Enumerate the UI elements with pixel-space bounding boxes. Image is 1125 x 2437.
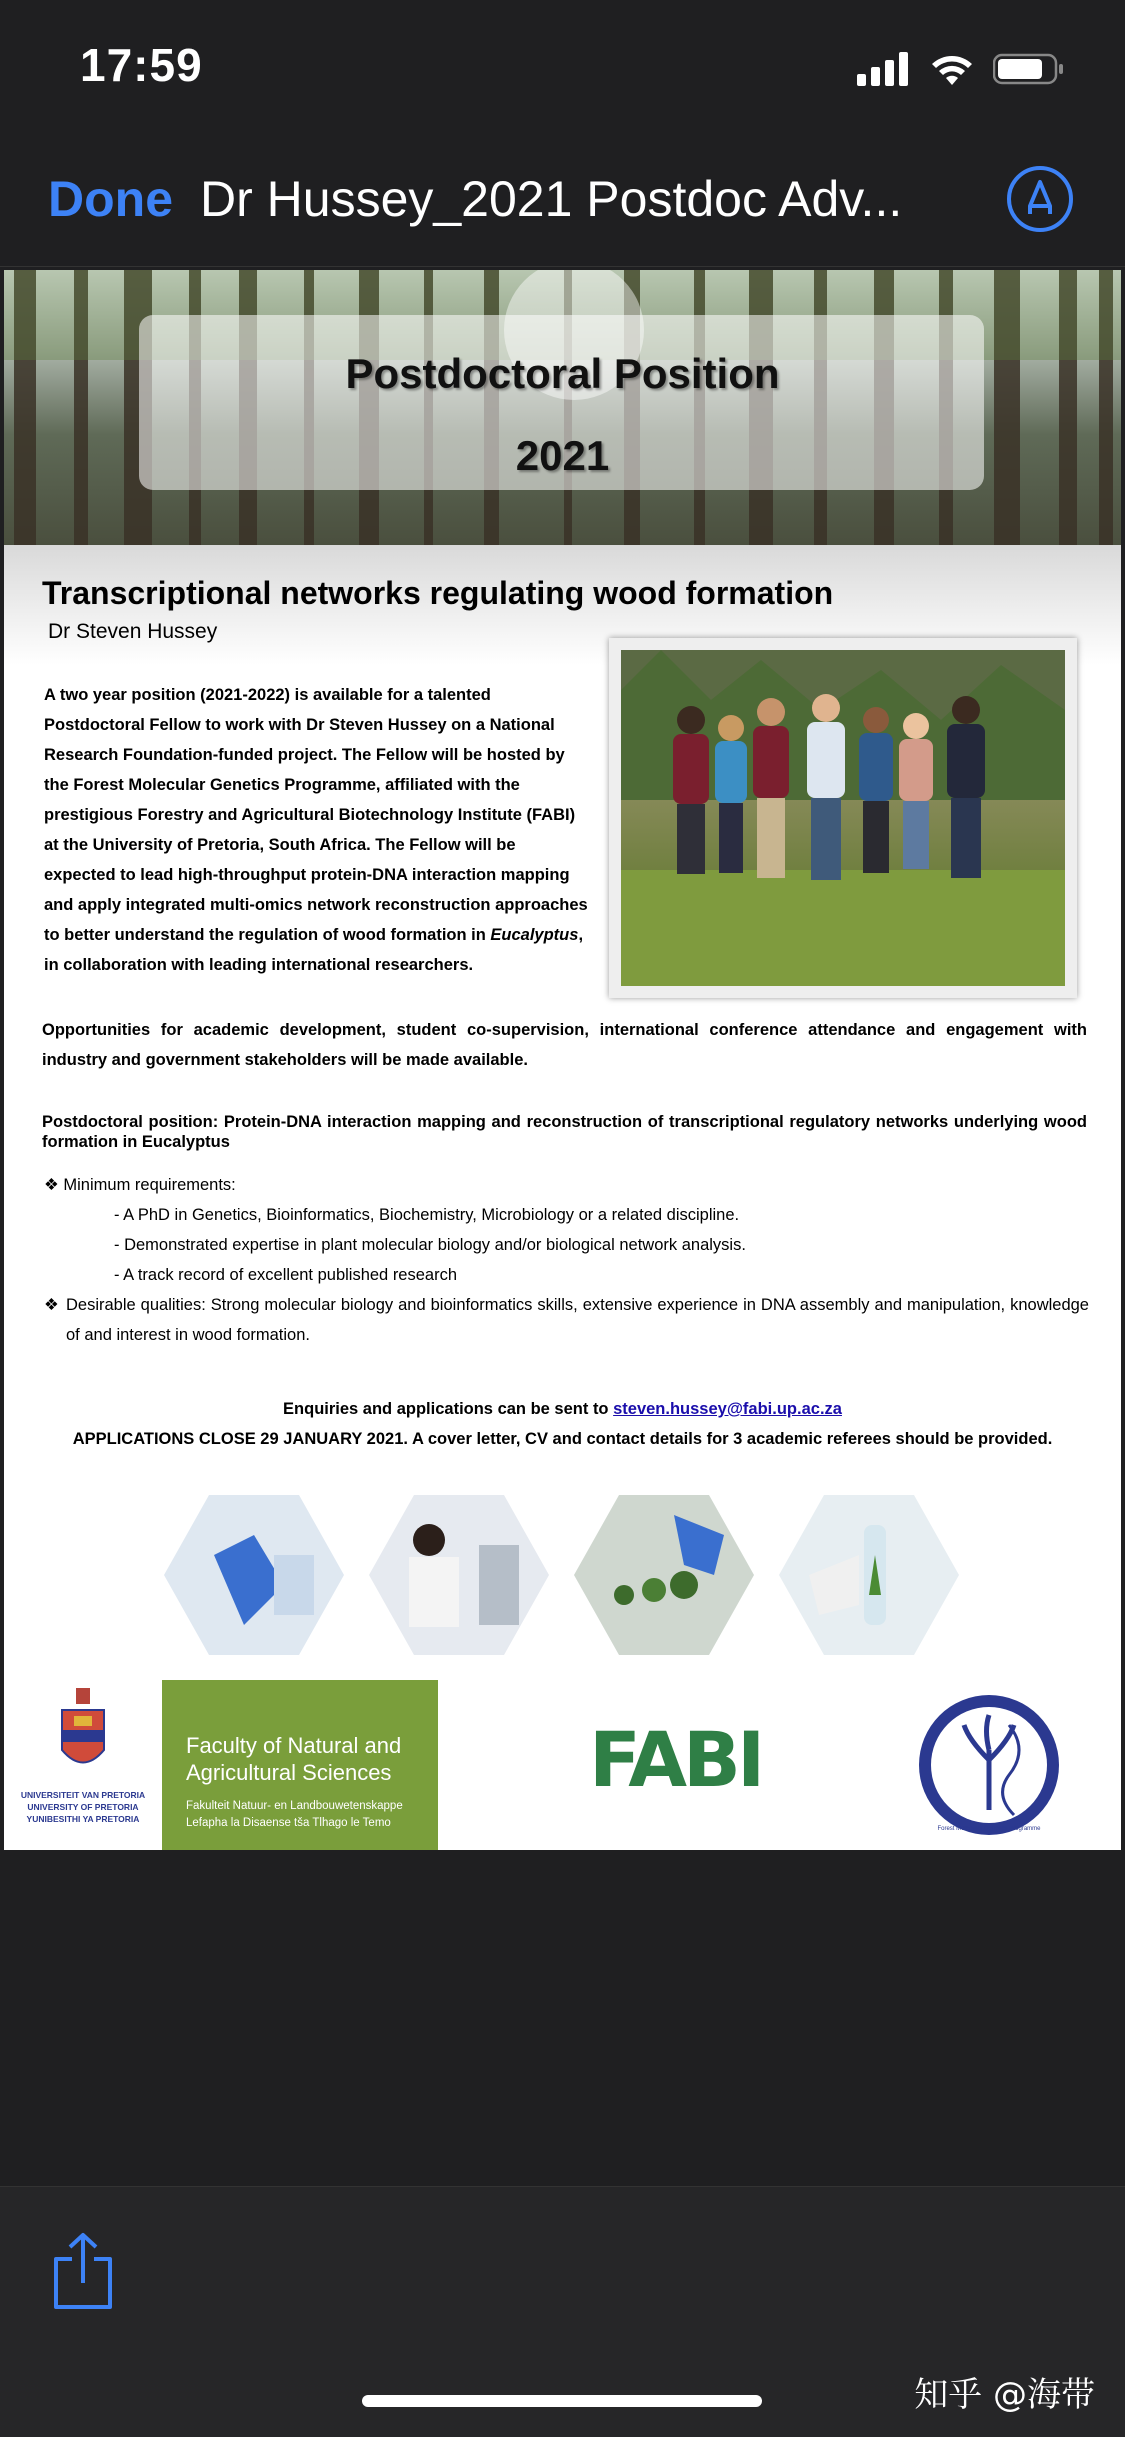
banner-year: 2021 bbox=[515, 432, 610, 479]
up-crest-icon bbox=[4, 1680, 162, 1790]
document-page[interactable] bbox=[4, 270, 1121, 1850]
up-logo bbox=[4, 1680, 162, 1850]
lab-hex-image bbox=[164, 1495, 344, 1655]
fabi-logo: FABI bbox=[589, 1715, 762, 1804]
up-name-1: UNIVERSITEIT VAN PRETORIA bbox=[20, 1790, 146, 1800]
watermark-text: 知乎 @海带 bbox=[914, 2375, 1095, 2415]
done-button[interactable]: Done bbox=[48, 171, 173, 227]
faculty-line-2: Agricultural Sciences bbox=[186, 1760, 392, 1785]
bullet-diamond-icon: ❖ bbox=[44, 1296, 59, 1314]
signal-icon bbox=[857, 52, 911, 86]
intro-italic: Eucalyptus bbox=[490, 926, 579, 944]
battery-icon bbox=[993, 52, 1065, 86]
logos-row bbox=[4, 1680, 1121, 1850]
faculty-name bbox=[186, 1732, 401, 1786]
lab-hex-image bbox=[574, 1495, 754, 1655]
lab-hex-image bbox=[779, 1495, 959, 1655]
navigation-bar bbox=[0, 140, 1125, 267]
intro-text-1: A two year position (2021-2022) is available for a talented Postdoctoral Fellow to work with Dr Steven Hussey on a National Research Foundation-funded project. The Fellow will be hosted by the Forest Molecular Genetics Programme, affiliated with the prestigious Forestry and Agricultural Biotechnology Institute (FABI) at the University of Pretoria, South Africa. The Fellow will be expected to lead high-throughput protein-DNA interaction mapping and apply integrated multi-omics network reconstruction approaches to better understand the regulation of wood formation in bbox=[44, 686, 588, 944]
document-heading: Transcriptional networks regulating wood formation bbox=[42, 575, 834, 611]
document-author: Dr Steven Hussey bbox=[48, 620, 218, 643]
intro-text-2: , in collaboration with leading international researchers. bbox=[44, 926, 584, 974]
markup-pen-icon[interactable] bbox=[1005, 164, 1075, 234]
faculty-logo bbox=[162, 1680, 438, 1850]
faculty-sub-2: Lefapha la Disaense tša Tlhago le Temo bbox=[186, 1817, 391, 1829]
faculty-line-1: Faculty of Natural and bbox=[186, 1733, 402, 1758]
document-title: Dr Hussey_2021 Postdoc Adv... bbox=[200, 171, 903, 227]
desirable-item bbox=[44, 1290, 1089, 1350]
enquiries-text: Enquiries and applications can be sent to bbox=[283, 1400, 609, 1418]
status-bar bbox=[0, 0, 1125, 140]
up-name-3: YUNIBESITHI YA PRETORIA bbox=[26, 1814, 140, 1824]
banner-title: Postdoctoral Position bbox=[345, 350, 780, 397]
share-icon[interactable] bbox=[50, 2231, 116, 2311]
email-link[interactable]: steven.hussey@fabi.up.ac.za bbox=[613, 1400, 842, 1418]
seal-text: Forest Molecular Genetics Programme bbox=[937, 1826, 1041, 1832]
requirements-section bbox=[44, 1170, 1089, 1350]
status-icons bbox=[857, 52, 1065, 86]
up-name-2: UNIVERSITY OF PRETORIA bbox=[27, 1802, 139, 1812]
min-req-label: Minimum requirements: bbox=[63, 1176, 236, 1194]
min-req-line: - A track record of excellent published research bbox=[114, 1266, 458, 1284]
lab-hex-image bbox=[369, 1495, 549, 1655]
desirable-text: Desirable qualities: Strong molecular biology and bioinformatics skills, extensive experience in DNA assembly and manipulation, knowledge of and interest in wood formation. bbox=[66, 1296, 1089, 1344]
opportunities-paragraph: Opportunities for academic development, student co-supervision, international conference attendance and engagement with industry and government stakeholders will be made available. bbox=[42, 1021, 1087, 1069]
enquiries-line bbox=[4, 1400, 1121, 1419]
min-req-line: - A PhD in Genetics, Bioinformatics, Biochemistry, Microbiology or a related discipline. bbox=[114, 1206, 740, 1224]
applications-close: APPLICATIONS CLOSE 29 JANUARY 2021. A cover letter, CV and contact details for 3 academic referees should be provided. bbox=[72, 1430, 1053, 1448]
fmg-seal-logo bbox=[914, 1690, 1064, 1840]
team-photo-illustration bbox=[621, 650, 1065, 986]
bullet-diamond-icon: ❖ bbox=[44, 1176, 64, 1194]
lab-images-row bbox=[164, 1495, 964, 1655]
forest-banner bbox=[4, 270, 1121, 545]
min-req-line: - Demonstrated expertise in plant molecular biology and/or biological network analysis. bbox=[114, 1236, 746, 1254]
home-indicator[interactable] bbox=[362, 2395, 762, 2407]
wifi-icon bbox=[929, 52, 975, 86]
position-title: Postdoctoral position: Protein-DNA interaction mapping and reconstruction of transcriptional regulatory networks underlying wood formation in Eucalyptus bbox=[42, 1113, 1087, 1151]
faculty-sub-1: Fakulteit Natuur- en Landbouwetenskappe bbox=[186, 1800, 403, 1812]
min-req-item bbox=[44, 1170, 1089, 1200]
intro-paragraph bbox=[44, 680, 589, 980]
team-photo bbox=[609, 638, 1077, 998]
faculty-subtitle bbox=[186, 1798, 403, 1832]
status-time: 17:59 bbox=[80, 39, 203, 91]
